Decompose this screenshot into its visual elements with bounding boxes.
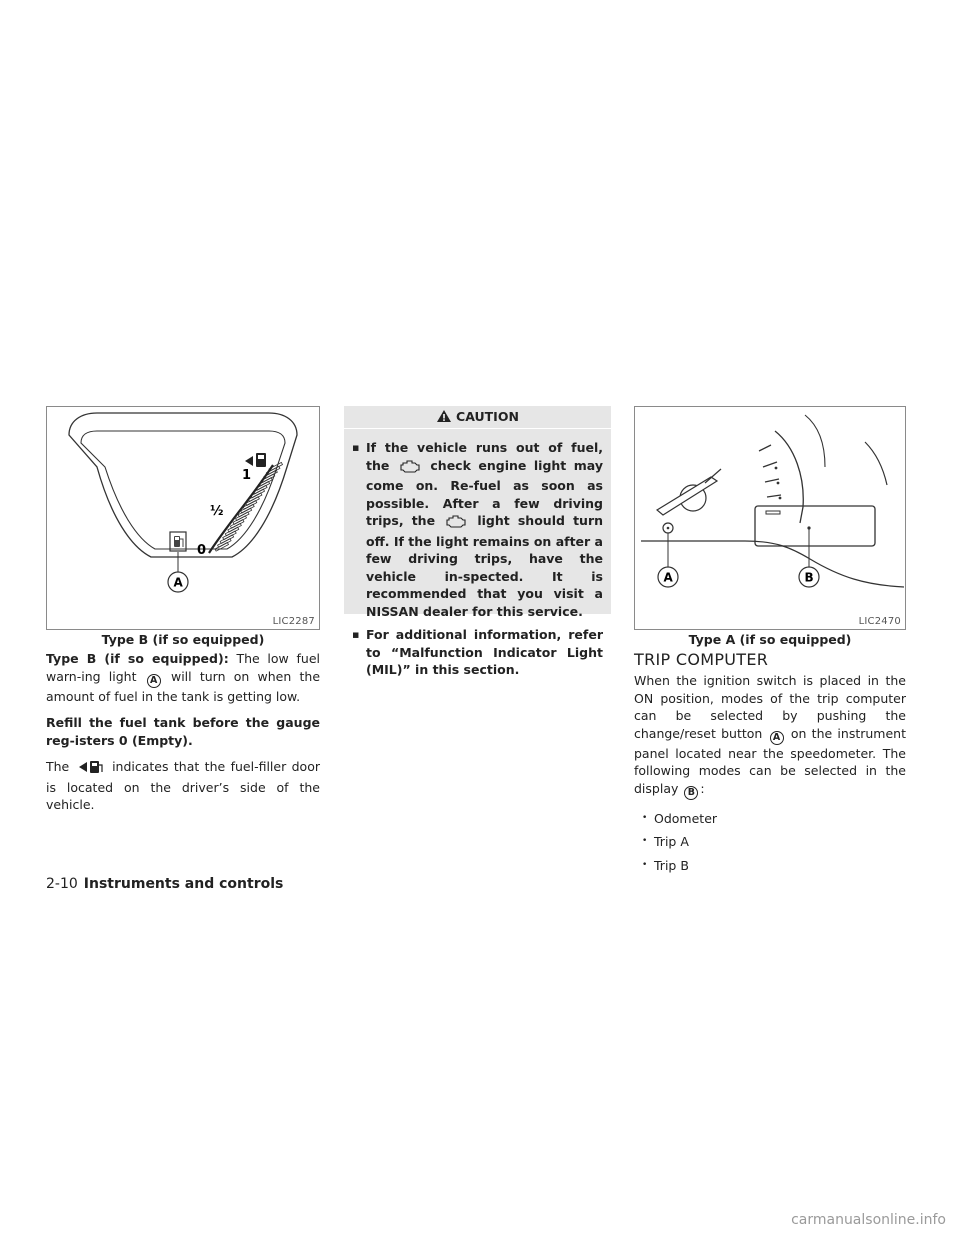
- trip-text-a: When the ignition switch is placed in the ON position, modes of the trip computer can be selected by pushing the change/reset button: [634, 673, 906, 741]
- gauge-label-half: ½: [210, 504, 224, 519]
- section-title: TRIP COMPUTER: [634, 650, 769, 669]
- caution-item-text: For additional information, refer to “Malfunction Indicator Light (MIL)” in this section.: [366, 627, 603, 677]
- fuel-warning-text: [46, 650, 320, 814]
- low-fuel-text-b: will turn on when the amount of fuel in the tank is getting low.: [46, 668, 321, 704]
- fuel-pump-arrow-icon: [245, 453, 266, 467]
- caution-item: [352, 439, 603, 620]
- trip-modes-list: [634, 810, 906, 875]
- fuel-gauge-figure: [46, 406, 320, 630]
- callout-badge-a: A: [770, 731, 784, 745]
- fuel-door-text-b: indicates that the fuel-filler door is located on the driver’s side of the vehicle.: [46, 759, 320, 812]
- instrument-panel-illustration: [635, 407, 904, 628]
- caution-item-text-b: check engine light may come on. Re-fuel as soon as possible. After a few driving trips, the: [366, 457, 604, 528]
- callout-badge-a: A: [147, 674, 161, 688]
- gauge-tick: [218, 539, 231, 548]
- page-footer: [46, 876, 283, 892]
- fuel-door-side-icon: [78, 760, 104, 779]
- caution-item-text-c: light should turn off. If the light remains on after a few driving trips, have the vehicle in-spected. It is recommended that you visit a NISSAN dealer for this service.: [366, 513, 604, 619]
- trip-computer-figure: [634, 406, 906, 630]
- caution-box: [344, 406, 611, 677]
- page-number: 2-10: [46, 876, 78, 892]
- fuel-gauge-illustration: [47, 407, 318, 628]
- type-b-label: Type B (if so equipped):: [46, 651, 229, 666]
- check-engine-icon: [446, 515, 466, 533]
- trip-display-window: [755, 506, 875, 546]
- trip-text-c: :: [700, 780, 705, 796]
- fuel-door-text-a: The: [46, 759, 70, 774]
- fuel-door-paragraph: [46, 758, 320, 814]
- caution-item-text-a: If the vehicle runs out of fuel, the: [366, 440, 603, 473]
- list-item: • Trip B: [634, 857, 906, 875]
- refill-paragraph: [46, 714, 320, 749]
- gauge-tick: [220, 535, 233, 544]
- figure-code: LIC2470: [858, 616, 901, 627]
- caution-list: [344, 429, 611, 693]
- list-item: • Trip A: [634, 833, 906, 851]
- figure-caption: Type A (if so equipped): [688, 632, 852, 647]
- gauge-label-empty: 0: [197, 543, 207, 558]
- low-fuel-text-a: The low fuel warn-ing light: [46, 651, 320, 684]
- callout-a-label: A: [173, 575, 183, 590]
- figure-caption: Type B (if so equipped): [101, 632, 265, 647]
- list-item: • Odometer: [634, 810, 906, 828]
- gauge-label-full: 1: [242, 468, 252, 483]
- caution-title: CAUTION: [456, 409, 519, 424]
- figure-code: LIC2287: [272, 616, 315, 627]
- check-engine-icon: [400, 460, 420, 478]
- low-fuel-paragraph: [46, 650, 320, 705]
- trip-computer-paragraph: [634, 672, 906, 800]
- trip-text-b: on the instrument panel located near the speedometer. The following modes can be selected in the display: [634, 725, 906, 796]
- speedometer-needle-icon: [657, 469, 721, 515]
- watermark: carmanualsonline.info: [791, 1212, 946, 1228]
- caution-item: [352, 626, 603, 679]
- trip-computer-text: [634, 672, 906, 880]
- warning-triangle-icon: [436, 408, 452, 430]
- callout-a-label: A: [663, 570, 673, 585]
- low-fuel-warning-light-icon: [170, 532, 186, 551]
- callout-b-label: B: [804, 570, 814, 585]
- caution-header: [344, 406, 611, 429]
- refill-warning: Refill the fuel tank before the gauge reg-isters 0 (Empty).: [46, 715, 320, 748]
- section-name: Instruments and controls: [83, 876, 284, 892]
- callout-badge-b: B: [684, 786, 698, 800]
- gauge-tick: [215, 542, 228, 551]
